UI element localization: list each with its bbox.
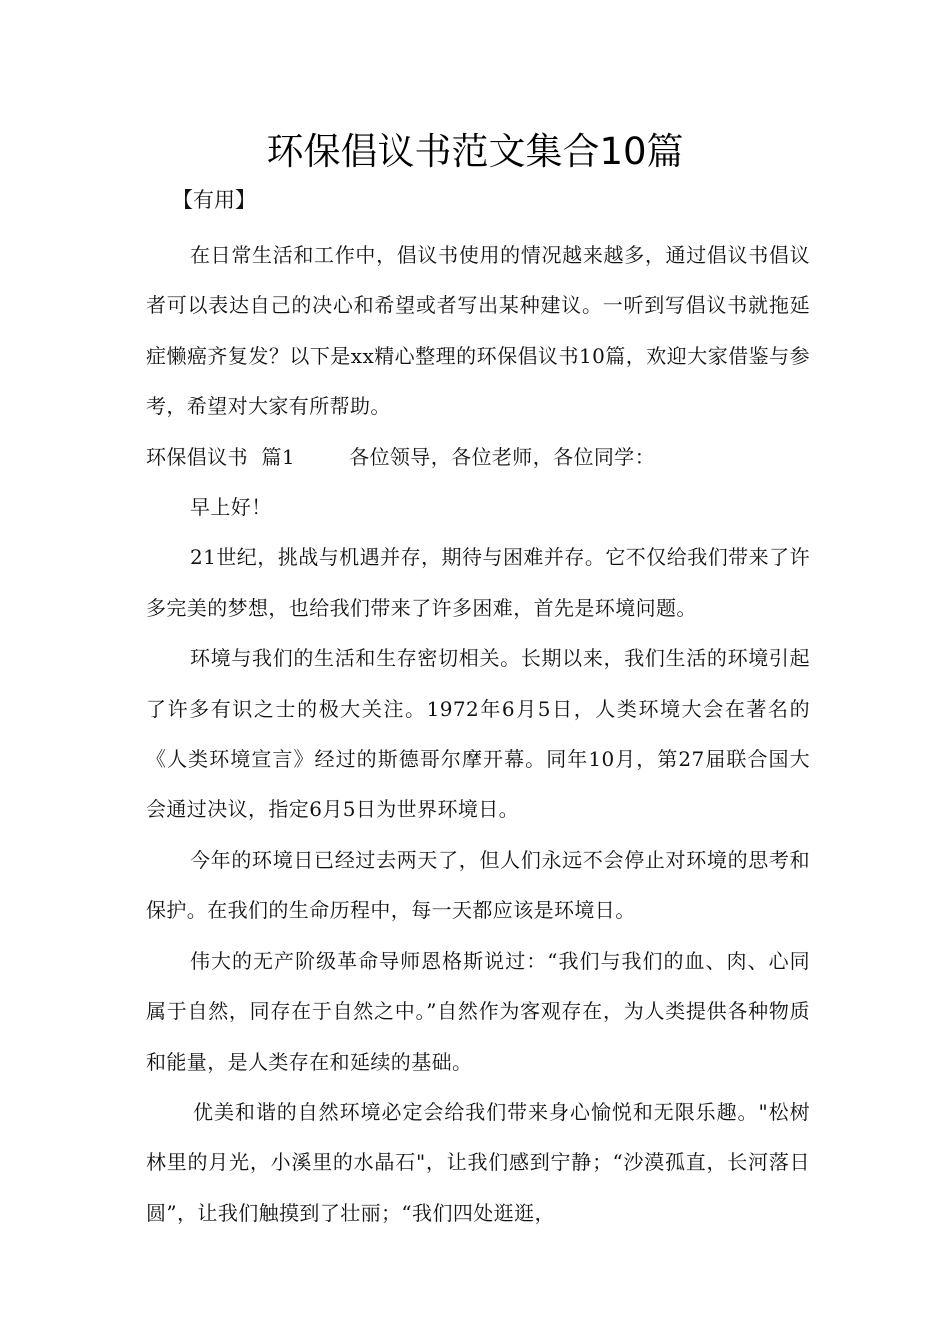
- body-paragraph: 今年的环境日已经过去两天了，但人们永远不会停止对环境的思考和保护。在我们的生命历程中，每一天都应该是环境日。: [146, 847, 810, 923]
- body-paragraph: 伟大的无产阶级革命导师恩格斯说过：“我们与我们的血、肉、心同属于自然，同存在于自然之中。”自然作为客观存在，为人类提供各种物质和能量，是人类存在和延续的基础。: [146, 948, 810, 1074]
- greeting-paragraph: 早上好！: [190, 495, 272, 520]
- body-paragraph: 环境与我们的生活和生存密切相关。长期以来，我们生活的环境引起了许多有识之士的极大关注。1972年6月5日，人类环境大会在著名的《人类环境宣言》经过的斯德哥尔摩开幕。同年10月，第27届联合国大会通过决议，指定6月5日为世界环境日。: [146, 646, 810, 822]
- document-tag: 【有用】: [172, 188, 256, 212]
- section-heading-line: 环保倡议书 篇1 各位领导，各位老师，各位同学：: [146, 444, 656, 469]
- document-body: [146, 230, 810, 1238]
- body-paragraph: 优美和谐的自然环境必定会给我们带来身心愉悦和无限乐趣。"松树林里的月光，小溪里的水晶石"，让我们感到宁静；“沙漠孤直，长河落日圆”，让我们触摸到了壮丽；“我们四处逛逛，: [146, 1099, 810, 1225]
- intro-paragraph: 在日常生活和工作中，倡议书使用的情况越来越多，通过倡议书倡议者可以表达自己的决心和希望或者写出某种建议。一听到写倡议书就拖延症懒癌齐复发？以下是xx精心整理的环保倡议书10篇，欢迎大家借鉴与参考，希望对大家有所帮助。: [146, 243, 810, 419]
- body-paragraph: 21世纪，挑战与机遇并存，期待与困难并存。它不仅给我们带来了许多完美的梦想，也给我们带来了许多困难，首先是环境问题。: [146, 545, 810, 620]
- document-title: 环保倡议书范文集合10篇: [266, 130, 684, 173]
